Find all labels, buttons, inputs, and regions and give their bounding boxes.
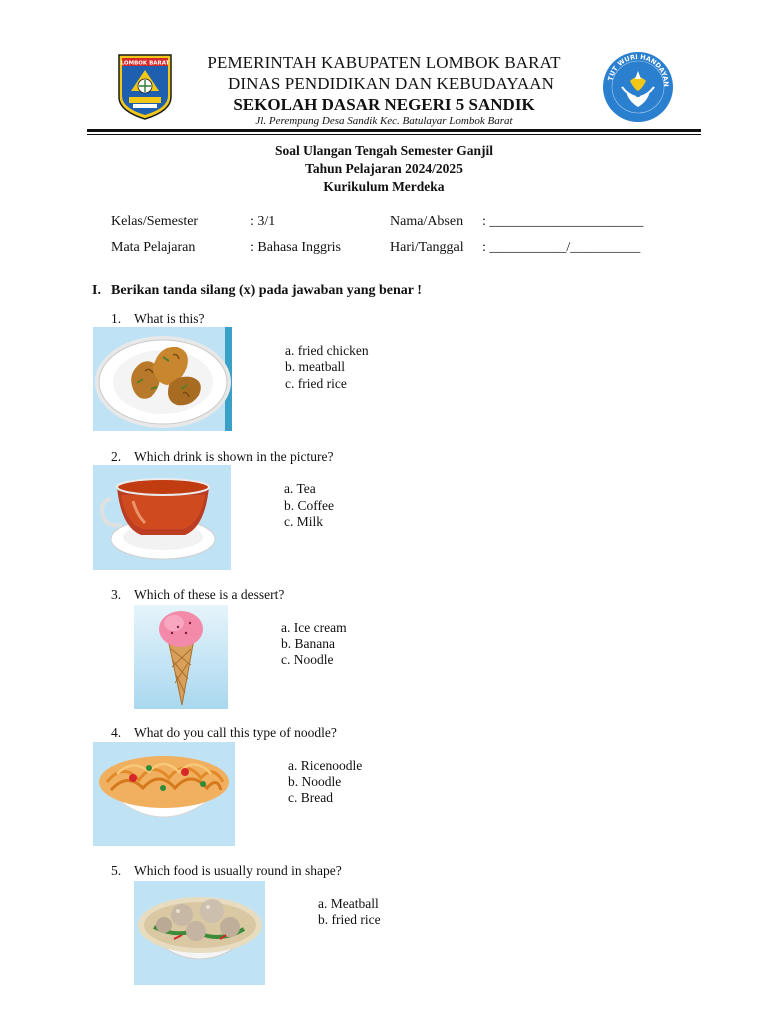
question-number: 5. [111,863,122,878]
hari-tanggal-field[interactable]: : ___________/__________ [482,240,641,255]
svg-text:LOMBOK BARAT: LOMBOK BARAT [120,60,170,67]
ice-cream-cone-image [134,605,228,709]
option-a[interactable]: a. Tea [284,481,316,496]
option-a[interactable]: a. Meatball [318,896,379,911]
header-divider-thick [87,129,701,132]
kelas-value: : 3/1 [250,214,276,229]
question-number: 4. [111,725,122,740]
option-c[interactable]: c. Milk [284,514,323,529]
meatball-soup-image [134,881,265,985]
question-text: Which drink is shown in the picture? [134,449,334,464]
option-b[interactable]: b. Coffee [284,498,334,513]
section-instruction: Berikan tanda silang (x) pada jawaban yang benar ! [111,283,422,298]
header-department: DINAS PENDIDIKAN DAN KEBUDAYAAN [228,74,554,93]
question-number: 1. [111,311,122,326]
header-government: PEMERINTAH KABUPATEN LOMBOK BARAT [207,53,561,72]
mapel-value: : Bahasa Inggris [250,240,341,255]
question-text: What do you call this type of noodle? [134,725,337,740]
nama-label: Nama/Absen [390,214,464,229]
curriculum: Kurikulum Merdeka [323,179,445,194]
header-address: Jl. Perempung Desa Sandik Kec. Batulayar Lombok Barat [255,115,513,127]
fried-chicken-image [93,327,232,431]
option-a[interactable]: a. fried chicken [285,343,369,358]
academic-year: Tahun Pelajaran 2024/2025 [305,161,463,176]
hari-label: Hari/Tanggal [390,240,464,255]
option-a[interactable]: a. Ice cream [281,620,347,635]
question-text: Which food is usually round in shape? [134,863,342,878]
header-school-name: SEKOLAH DASAR NEGERI 5 SANDIK [233,95,535,114]
kelas-label: Kelas/Semester [111,214,199,229]
mapel-label: Mata Pelajaran [111,240,196,255]
option-b[interactable]: b. meatball [285,359,345,374]
option-b[interactable]: b. Noodle [288,774,342,789]
option-c[interactable]: c. fried rice [285,376,347,391]
exam-title: Soal Ulangan Tengah Semester Ganjil [274,143,494,158]
noodle-bowl-image [93,742,235,846]
question-number: 3. [111,587,122,602]
nama-field[interactable]: : ______________________ [482,214,644,229]
question-text: What is this? [134,311,205,326]
option-c[interactable]: c. Bread [288,790,333,805]
option-c[interactable]: c. Noodle [281,652,334,667]
question-text: Which of these is a dessert? [134,587,285,602]
section-number: I. [92,283,101,298]
option-a[interactable]: a. Ricenoodle [288,758,363,773]
svg-text:TUT WURI HANDAYANI: TUT WURI HANDAYAN [606,52,671,87]
tea-cup-image [93,465,231,570]
question-number: 2. [111,449,122,464]
header-divider-thin [87,134,701,135]
option-b[interactable]: b. Banana [281,636,335,651]
option-b[interactable]: b. fried rice [318,912,381,927]
